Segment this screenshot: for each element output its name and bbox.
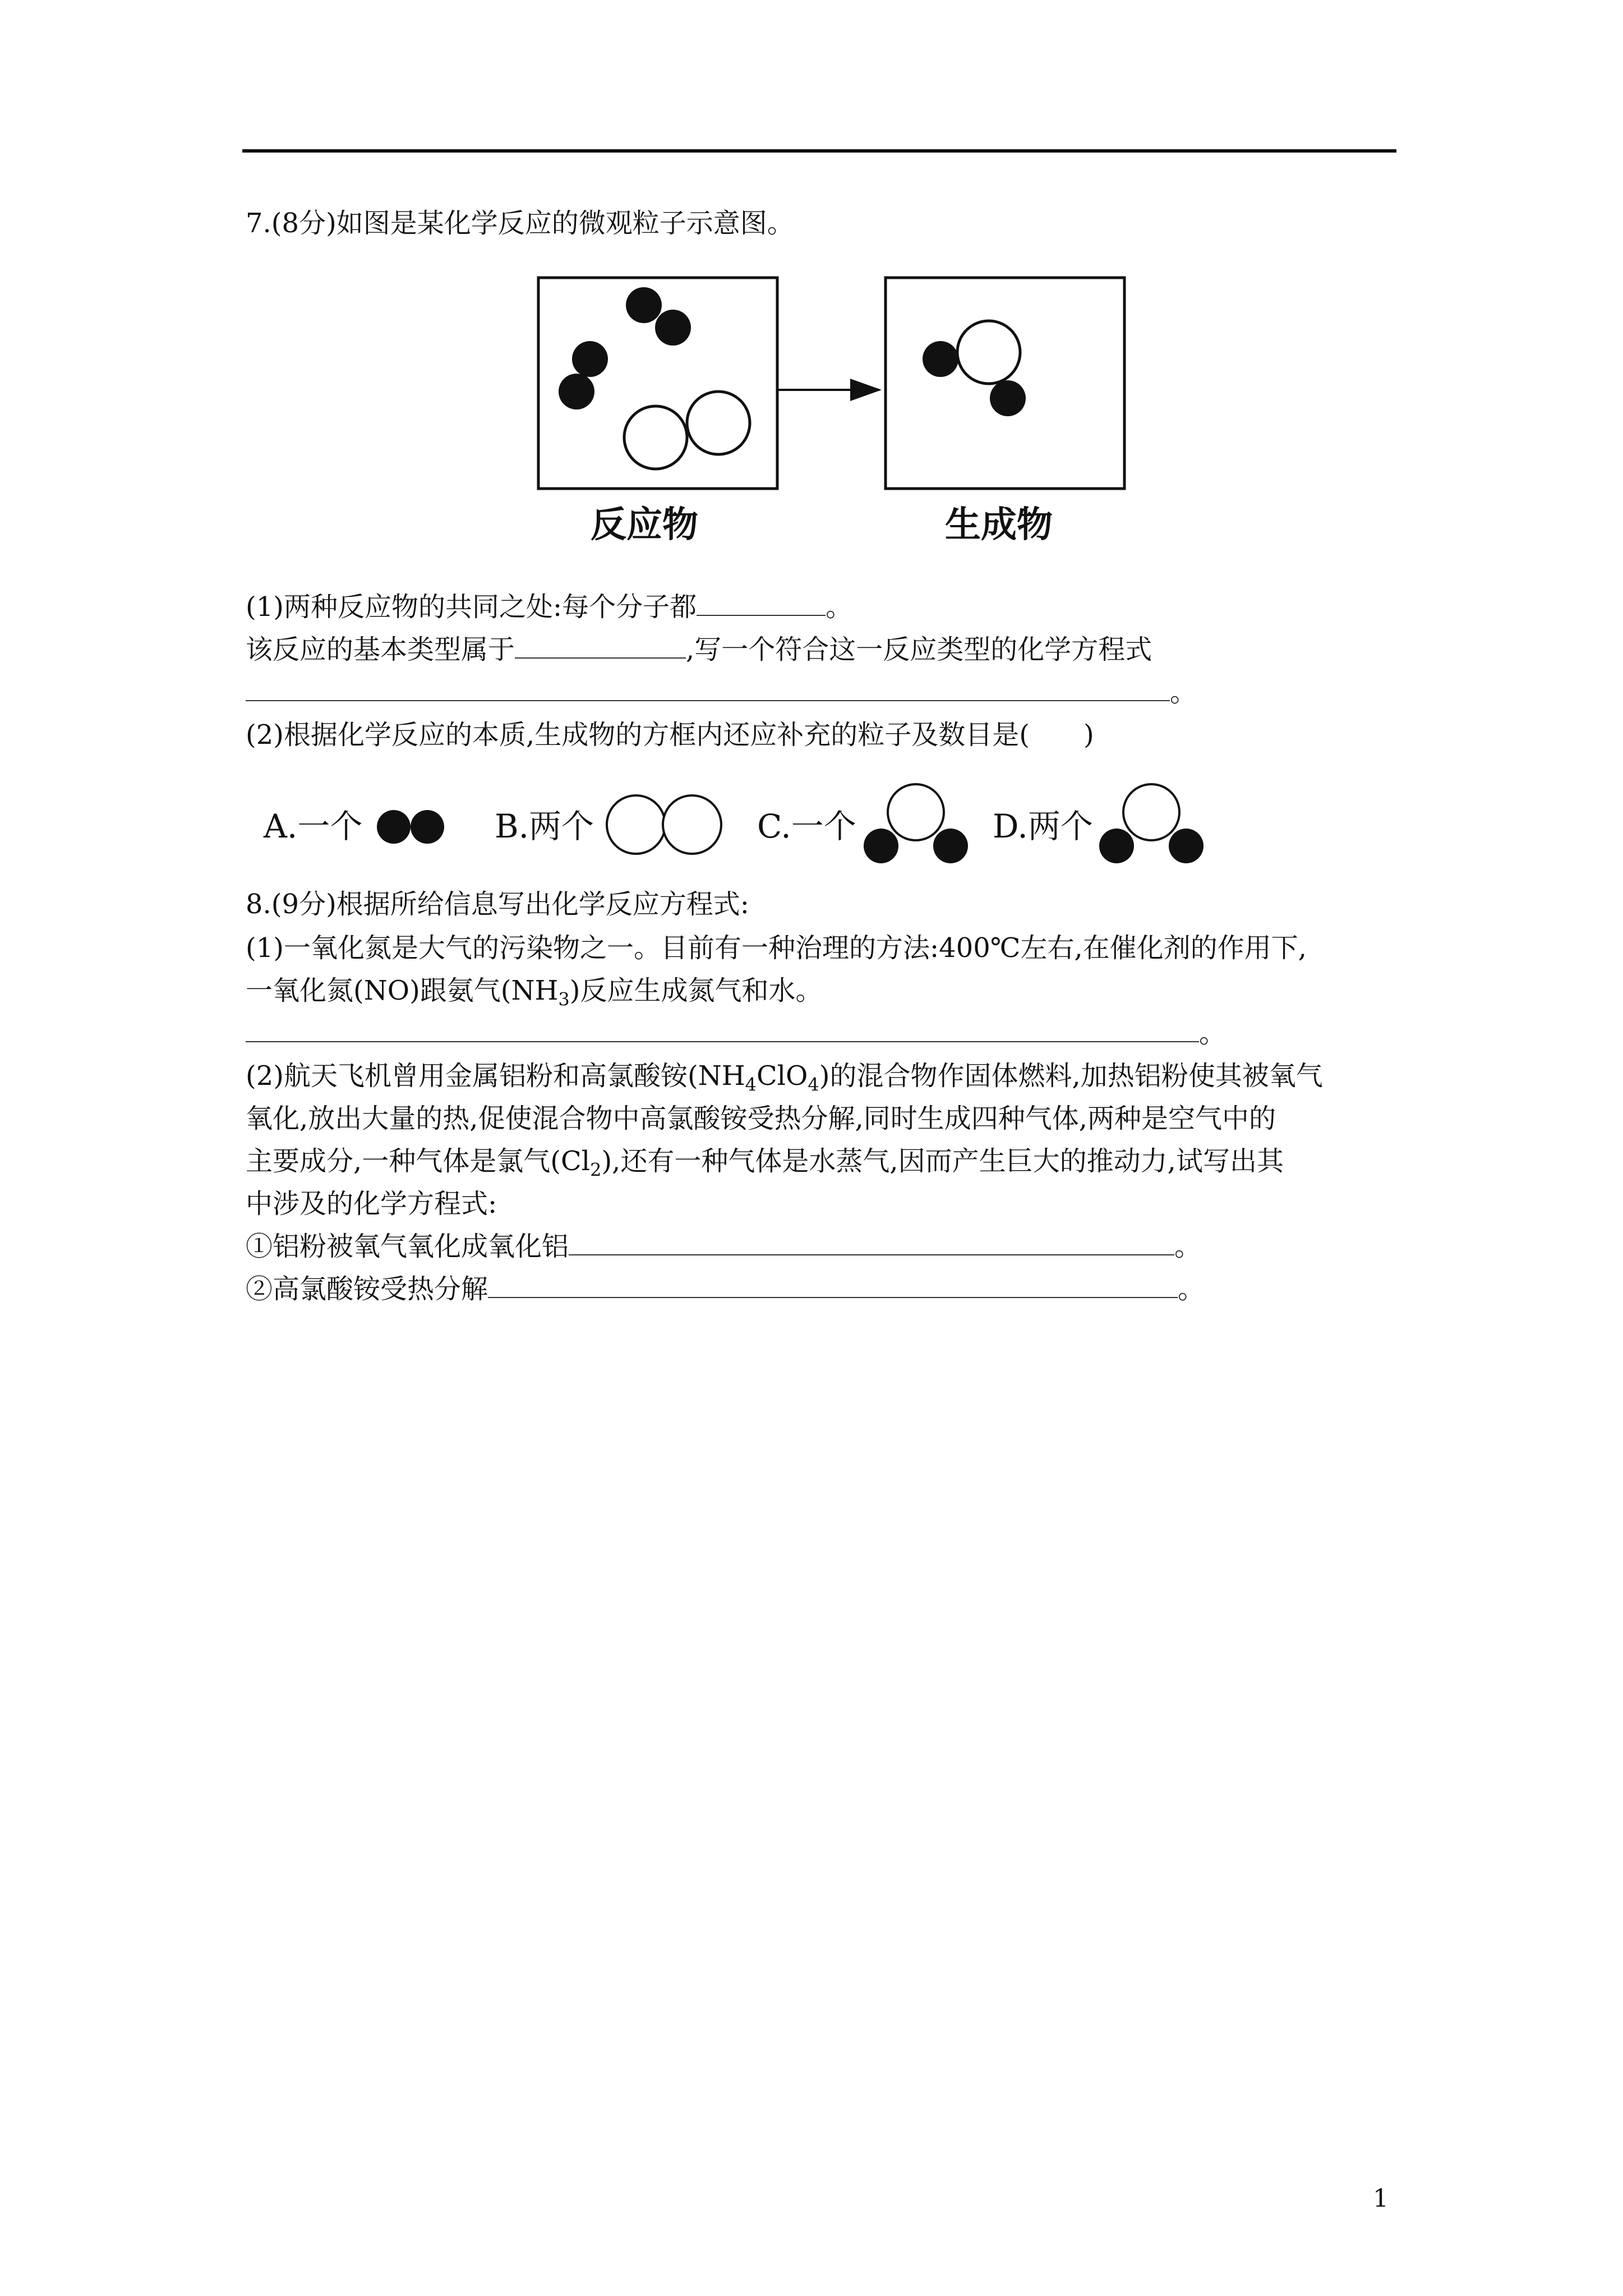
answer-blank-common-feature[interactable] <box>697 590 826 616</box>
q8-part1-line2: 一氧化氮(NO)跟氨气$(NH_3)$反应生成氮气和水。 <box>246 975 823 1010</box>
answer-blank-no-nh3-equation[interactable] <box>246 1016 1199 1042</box>
q8-part1-line1: (1)一氧化氮是大气的污染物之一。目前有一种治理的方法:400℃左右,在催化剂的作用下, <box>246 932 1307 964</box>
two-white-atoms-icon <box>606 791 723 858</box>
answer-blank-al-oxidation[interactable] <box>569 1230 1174 1255</box>
option-a-label[interactable]: A.一个 <box>264 807 363 845</box>
q7-part1-line1: (1)两种反应物的共同之处:每个分子都 。 <box>246 591 853 623</box>
q7-title: 7.(8分)如图是某化学反应的微观粒子示意图。 <box>246 208 794 239</box>
reactant-black-atom <box>559 374 594 409</box>
q8-item2: ②高氯酸铵受热分解 。 <box>246 1273 1205 1305</box>
molecule-white-two-black-icon <box>863 781 969 876</box>
product-white-atom <box>957 321 1020 384</box>
page-number: 1 <box>1373 2184 1389 2213</box>
answer-blank-reaction-type[interactable] <box>515 633 686 659</box>
reactant-black-atom <box>626 287 662 323</box>
answer-blank-nh4clo4-decomposition[interactable] <box>488 1272 1178 1298</box>
q8-part2-line3: 主要成分,一种气体是氯气$(Cl_2)$,还有一种气体是水蒸气,因而产生巨大的推动力,试写出其 <box>246 1145 1284 1181</box>
option-d-label[interactable]: D.两个 <box>993 807 1093 845</box>
reaction-diagram <box>536 274 1130 554</box>
q8-part2-line1: (2)航天飞机曾用金属铝粉和高氯酸铵$(NH_4ClO_4)$的混合物作固体燃料,加热铝粉使其被氧气 <box>246 1060 1323 1096</box>
q7-part1-line3: 。 <box>246 675 1197 709</box>
q8-item1: ①铝粉被氧气氧化成氧化铝 。 <box>246 1231 1202 1262</box>
reaction-diagram-svg <box>536 274 1130 498</box>
product-black-atom <box>990 380 1026 416</box>
q7-options <box>264 781 1228 876</box>
q8-part2-line4: 中涉及的化学方程式: <box>246 1188 497 1220</box>
molecule-white-two-black-icon <box>1098 781 1205 876</box>
q8-part2-line2: 氧化,放出大量的热,促使混合物中高氯酸铵受热分解,同时生成四种气体,两种是空气中的 <box>246 1103 1276 1134</box>
q7-part1-line2: 该反应的基本类型属于 ,写一个符合这一反应类型的化学方程式 <box>246 634 1152 665</box>
option-c-label[interactable]: C.一个 <box>757 807 856 845</box>
product-black-atom <box>923 341 958 377</box>
reactant-white-atom <box>687 392 750 454</box>
q7-part2: (2)根据化学反应的本质,生成物的方框内还应补充的粒子及数目是( ) <box>246 719 1094 751</box>
header-rule <box>242 149 1396 153</box>
product-label: 生成物 <box>945 504 1053 546</box>
two-black-atoms-icon <box>376 803 454 848</box>
reactant-white-atom <box>624 406 687 469</box>
option-b-label[interactable]: B.两个 <box>495 807 594 845</box>
q8-part1-answer: 。 <box>246 1016 1226 1050</box>
answer-blank-equation[interactable] <box>246 675 1170 701</box>
reactant-label: 反应物 <box>591 504 698 546</box>
q8-title: 8.(9分)根据所给信息写出化学反应方程式: <box>246 889 749 920</box>
reactant-black-atom <box>572 341 608 377</box>
reactant-black-atom <box>655 310 691 346</box>
